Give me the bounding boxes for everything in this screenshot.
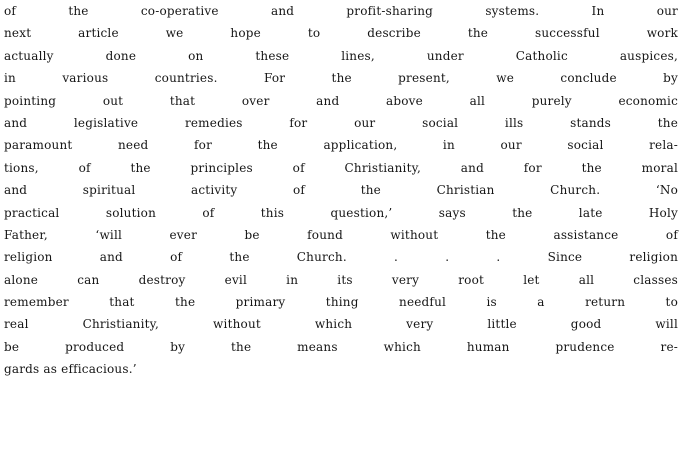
text-line: religion and of the Church. . . . Since religion — [4, 250, 678, 265]
text-line: practical solution of this question,’ says the late Holy — [4, 205, 678, 220]
text-line: Father, ‘will ever be found without the assistance of — [4, 227, 678, 242]
text-line: remember that the primary thing needful is a return to — [4, 295, 678, 310]
text-line: actually done on these lines, under Catholic auspices, — [4, 48, 678, 63]
text-line: gards as efficacious.’ — [4, 362, 137, 377]
text-line: of the co-operative and profit-sharing systems. In our — [4, 4, 678, 18]
text-line: and spiritual activity of the Christian Church. ‘No — [4, 183, 678, 198]
body-text — [4, 0, 678, 381]
text-line: next article we hope to describe the successful work — [4, 26, 678, 41]
text-line: and legislative remedies for our social ills stands the — [4, 115, 678, 130]
text-line: alone can destroy evil in its very root let all classes — [4, 272, 678, 287]
text-line: paramount need for the application, in our social rela- — [4, 138, 678, 153]
text-line: be produced by the means which human prudence re- — [4, 339, 678, 354]
text-line: tions, of the principles of Christianity, and for the moral — [4, 160, 678, 175]
text-line: real Christianity, without which very little good will — [4, 317, 678, 332]
text-line: pointing out that over and above all purely economic — [4, 93, 678, 108]
text-line: in various countries. For the present, we conclude by — [4, 71, 678, 86]
